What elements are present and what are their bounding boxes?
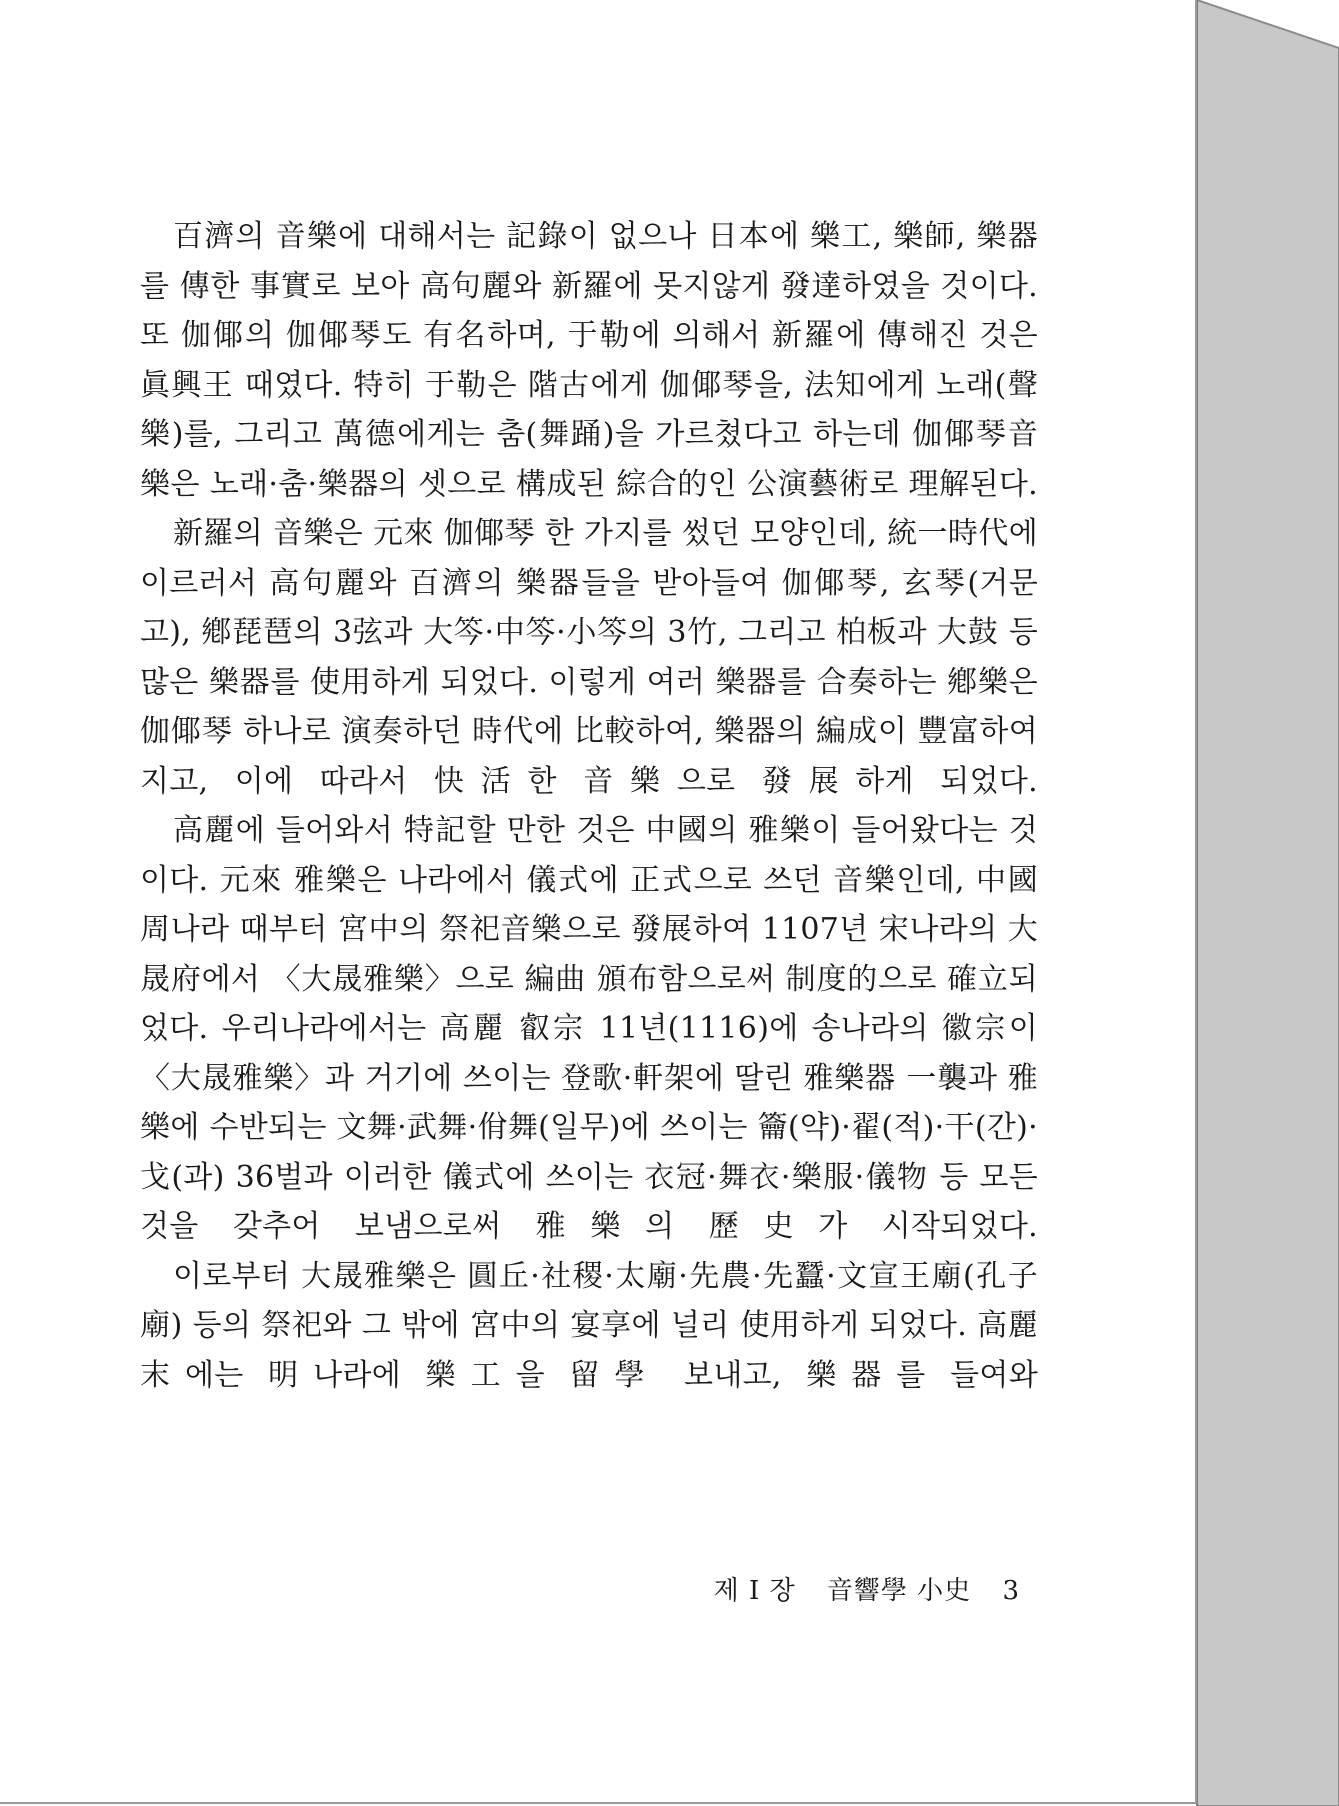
body-text [140,212,1038,1400]
running-footer [700,1570,1020,1607]
page-number: 3 [1002,1576,1020,1606]
footer-chapter-label: 제 I 장 [713,1576,796,1606]
paragraph-2: 新羅의 音樂은 元來 伽倻琴 한 가지를 썼던 모양인데, 統一時代에 이르러서 高句麗와 百濟의 樂器들을 받아들여 伽倻琴, 玄琴(거문고), 鄕琵琶의 3弦과 大笒·中笒·小笒의 3竹, 그리고 柏板과 大鼓 등 많은 樂器를 使用하게 되었다. 이렇게 여러 樂器를 合奏하는 鄕樂은 伽倻琴 하나로 演奏하던 時代에 比較하여, 樂器의 編成이 豐富하여지고, 이에 따라서 快活한 音樂으로 發展하게 되었다. [140,516,1038,799]
paragraph-1: 百濟의 音樂에 대해서는 記錄이 없으나 日本에 樂工, 樂師, 樂器를 傳한 事實로 보아 高句麗와 新羅에 못지않게 發達하였을 것이다. 또 伽倻의 伽倻琴도 有名하며, 于勒에 의해서 新羅에 傳해진 것은 眞興王 때였다. 特히 于勒은 階古에게 伽倻琴을, 法知에게 노래(聲樂)를, 그리고 萬德에게는 춤(舞踊)을 가르쳤다고 하는데 伽倻琴音樂은 노래·춤·樂器의 셋으로 構成된 綜合的인 公演藝術로 理解된다. [140,219,1038,502]
paragraph-3: 高麗에 들어와서 特記할 만한 것은 中國의 雅樂이 들어왔다는 것이다. 元來 雅樂은 나라에서 儀式에 正式으로 쓰던 音樂인데, 中國 周나라 때부터 宮中의 祭祀音樂으로 發展하여 1107년 宋나라의 大晟府에서 〈大晟雅樂〉으로 編曲 頒布함으로써 制度的으로 確立되었다. 우리나라에서는 高麗 叡宗 11년(1116)에 송나라의 徽宗이 〈大晟雅樂〉과 거기에 쓰이는 登歌·軒架에 딸린 雅樂器 一襲과 雅樂에 수반되는 文舞·武舞·佾舞(일무)에 쓰이는 籥(약)·翟(적)·干(간)·戈(과) 36벌과 이러한 儀式에 쓰이는 衣冠·舞衣·樂服·儀物 등 모든 것을 갖추어 보냄으로써 雅樂의 歷史가 시작되었다. [140,813,1038,1244]
paragraph-4: 이로부터 大晟雅樂은 圓丘·社稷·太廟·先農·先蠶·文宣王廟(孔子廟) 등의 祭祀와 그 밖에 宮中의 宴享에 널리 使用하게 되었다. 高麗末에는 明나라에 樂工을 留學 보내고, 樂器를 들여와 [140,1258,1038,1393]
footer-chapter-title: 音響學 小史 [826,1576,972,1606]
